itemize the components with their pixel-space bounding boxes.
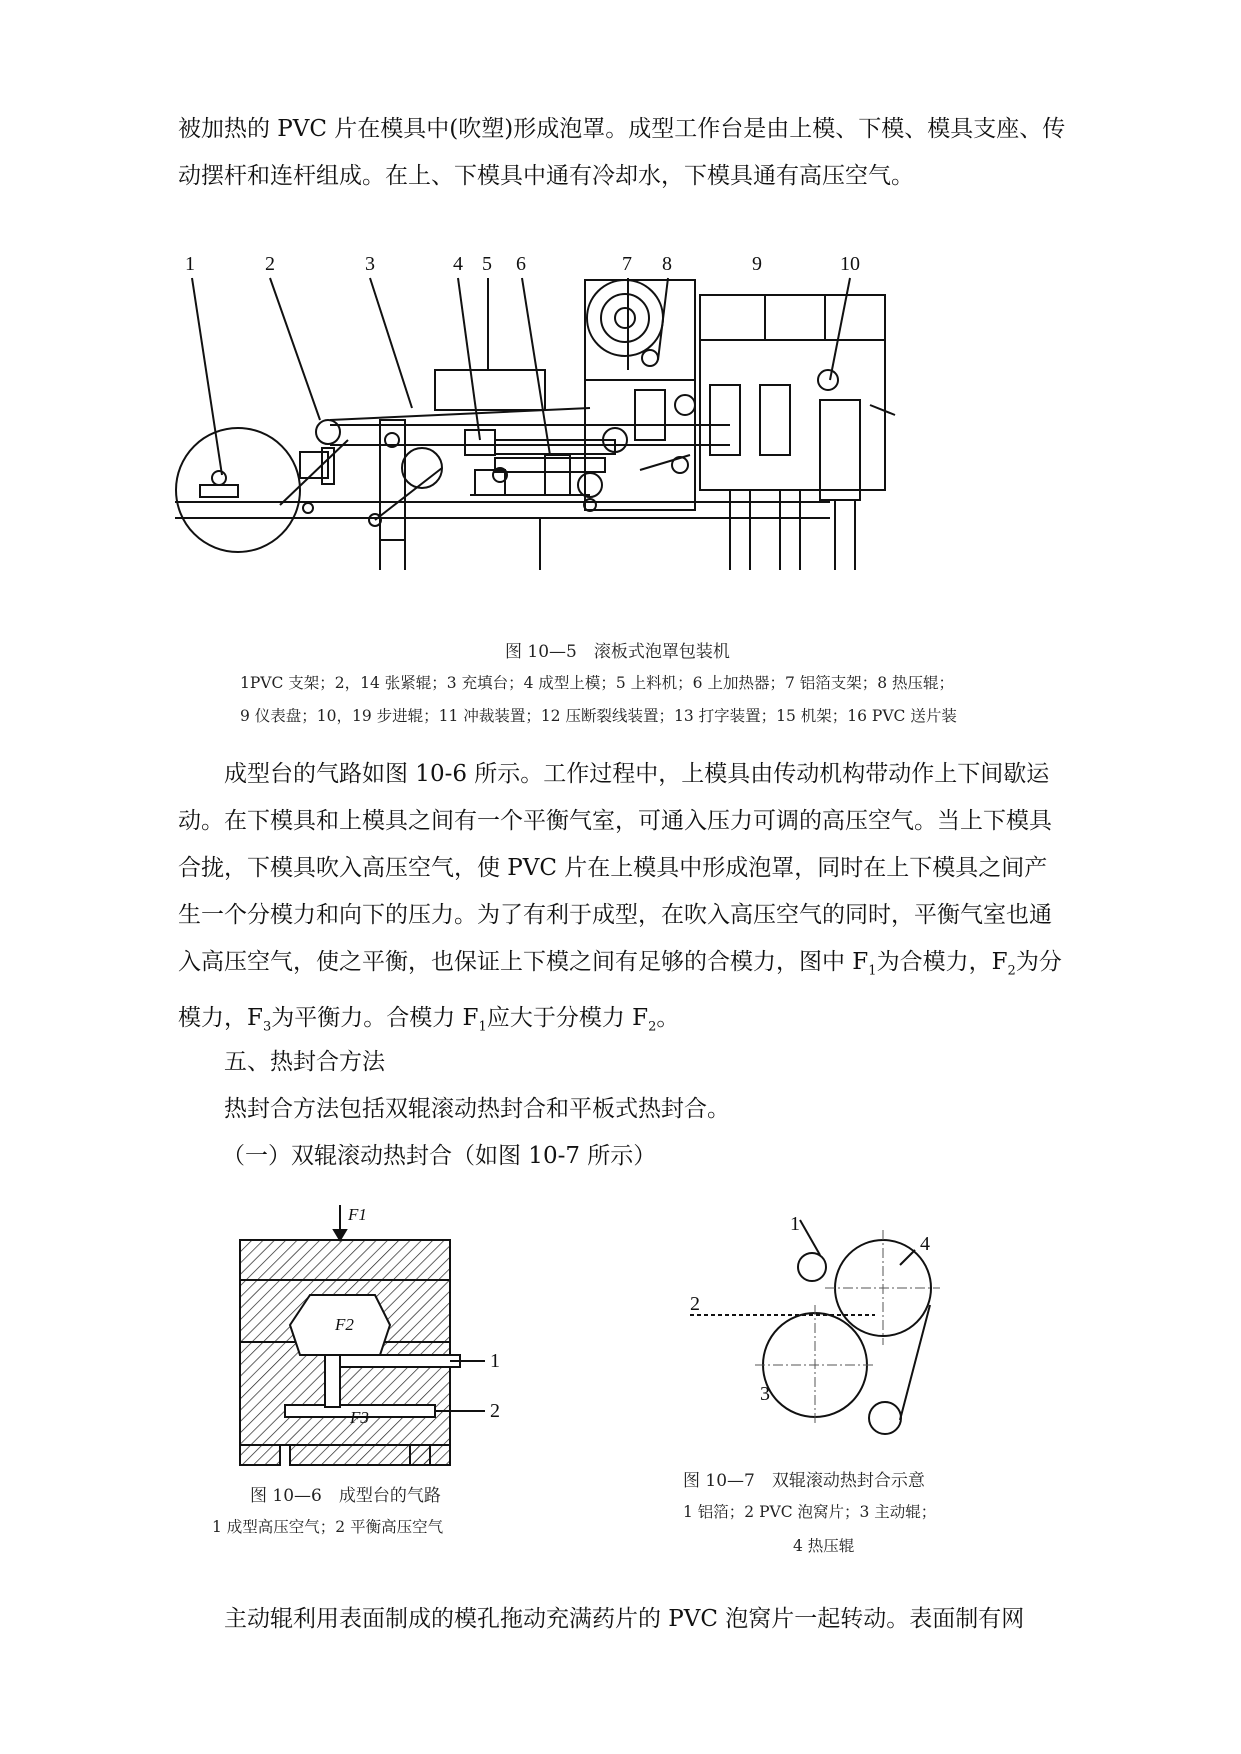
fig5-label-10: 10 xyxy=(840,253,860,275)
figure-10-5-caption: 图 10—5 滚板式泡罩包装机 xyxy=(505,642,730,662)
paragraph-3: 热封合方法包括双辊滚动热封合和平板式热封合。 xyxy=(224,1096,730,1122)
figure-10-7-caption: 图 10—7 双辊滚动热封合示意 xyxy=(683,1471,925,1491)
figure-10-7-legend-line1: 1 铝箔；2 PVC 泡窝片；3 主动辊； xyxy=(683,1503,937,1521)
fig5-label-5: 5 xyxy=(482,253,492,275)
paragraph-1: 被加热的 PVC 片在模具中(吹塑)形成泡罩。成型工作台是由上模、下模、模具支座、传动摆杆和连杆组成。在上、下模具中通有冷却水，下模具通有高压空气。 xyxy=(178,116,1066,189)
paragraph-4: （一）双辊滚动热封合（如图 10-7 所示） xyxy=(222,1143,657,1169)
fig6-label-1: 1 xyxy=(490,1350,500,1372)
figure-10-5-drawing xyxy=(170,240,1010,630)
fig6-label-f2: F2 xyxy=(335,1315,354,1334)
fig6-label-2: 2 xyxy=(490,1400,500,1422)
figure-10-7-drawing xyxy=(690,1215,960,1465)
paragraph-2: 成型台的气路如图 10-6 所示。工作过程中，上模具由传动机构带动作上下间歇运动。在下模具和上模具之间有一个平衡气室，可通入压力可调的高压空气。当上下模具合拢，下模具吹入高压空气，使 PVC 片在上模具中形成泡罩，同时在上下模具之间产生一个分模力和向下的压力。为了有利于成型，在吹入高压空气的同时，平衡气室也通入高压空气，使之平衡，也保证上下模之间有足够的合模力，图中 $F_1$为合模力，$F_2$为分模力，$F_3$为平衡力。合模力 $F_1$应大于分模力 $F_2$。 xyxy=(178,761,1062,1035)
fig5-label-3: 3 xyxy=(365,253,375,275)
fig5-label-1: 1 xyxy=(185,253,195,275)
figure-10-6-caption: 图 10—6 成型台的气路 xyxy=(250,1486,441,1506)
fig5-label-7: 7 xyxy=(622,253,632,275)
fig5-label-4: 4 xyxy=(453,253,463,275)
figure-10-6-drawing xyxy=(230,1205,500,1465)
fig6-label-f1: F1 xyxy=(348,1205,367,1224)
fig5-label-6: 6 xyxy=(516,253,526,275)
fig5-label-9: 9 xyxy=(752,253,762,275)
fig7-label-4: 4 xyxy=(920,1233,930,1255)
section-heading-5: 五、热封合方法 xyxy=(224,1049,385,1075)
fig6-label-f3: F3 xyxy=(350,1408,369,1427)
paragraph-5: 主动辊利用表面制成的模孔拖动充满药片的 PVC 泡窝片一起转动。表面制有网 xyxy=(224,1606,1025,1632)
figure-10-7-legend-line2: 4 热压辊 xyxy=(793,1537,855,1555)
fig5-label-2: 2 xyxy=(265,253,275,275)
fig5-label-8: 8 xyxy=(662,253,672,275)
figure-10-6-legend: 1 成型高压空气；2 平衡高压空气 xyxy=(212,1518,444,1536)
fig7-label-3: 3 xyxy=(760,1383,770,1405)
fig7-label-2: 2 xyxy=(690,1293,700,1315)
figure-10-5-legend-line1: 1PVC 支架；2，14 张紧辊；3 充填台；4 成型上模；5 上料机；6 上加热器；7 铝箔支架；8 热压辊； xyxy=(240,674,955,692)
figure-10-5-legend-line2: 9 仪表盘；10，19 步进辊；11 冲裁装置；12 压断裂线装置；13 打字装置；15 机架；16 PVC 送片装 xyxy=(240,707,957,725)
fig7-label-1: 1 xyxy=(790,1213,800,1235)
